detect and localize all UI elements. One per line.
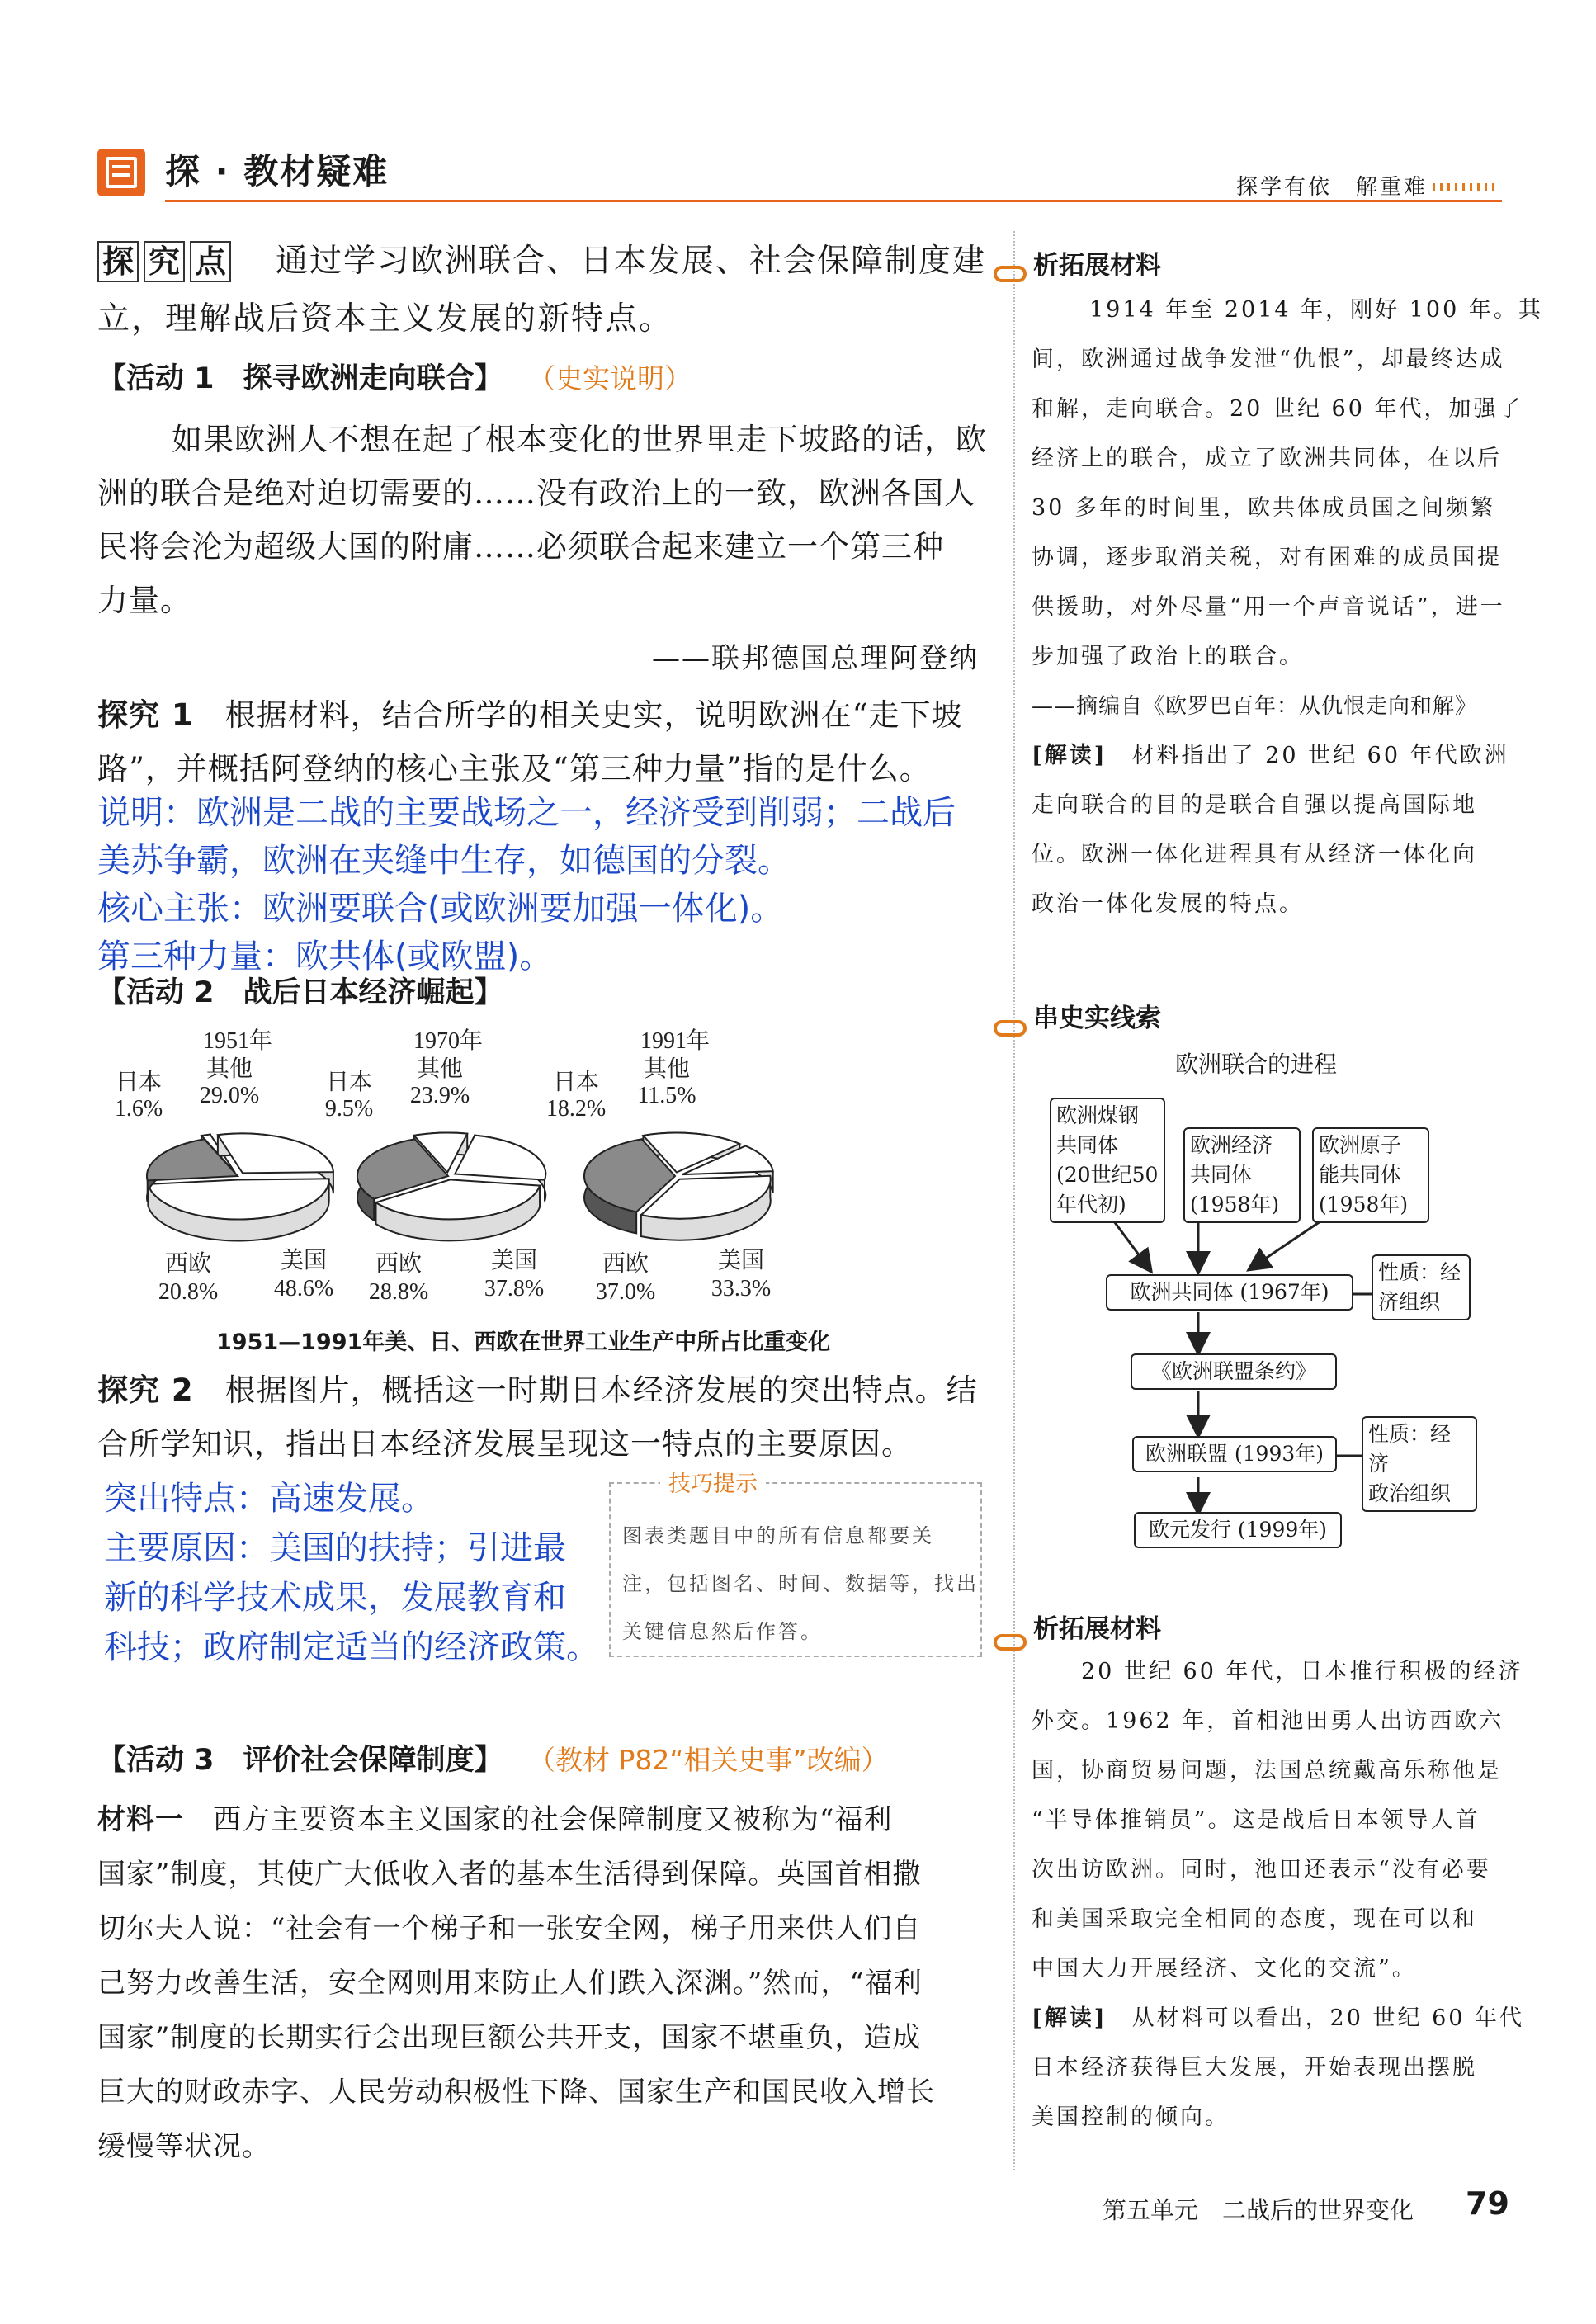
flow-node-text: 性质：经 xyxy=(1378,1260,1461,1284)
material-line: 国家”制度，其使广大低收入者的基本生活得到保障。英国首相撒 xyxy=(97,1858,922,1891)
pie-chart-2 xyxy=(584,1133,773,1240)
pie-label-value: 1.6% xyxy=(114,1096,163,1122)
sidebar-section1-title: 析拓展材料 xyxy=(1033,251,1161,281)
quote-line: 洲的联合是绝对迫切需要的……没有政治上的一致，欧洲各国人 xyxy=(97,475,975,511)
sidebar-line: 1914 年至 2014 年，刚好 100 年。其 xyxy=(1089,297,1543,323)
flow-node-text: 共同体 xyxy=(1190,1163,1253,1187)
sidebar-line: 外交。1962 年，首相池田勇人出访西欧六 xyxy=(1032,1708,1504,1734)
pie-label-value: 37.8% xyxy=(484,1276,545,1301)
activity2-title: 【活动 2 战后日本经济崛起】 xyxy=(97,976,503,1009)
pie-label-name: 其他 xyxy=(205,1056,253,1082)
pie-label-value: 28.8% xyxy=(368,1279,429,1305)
pie-label-name: 日本 xyxy=(115,1070,163,1095)
pie-year-label: 1970年 xyxy=(413,1028,484,1054)
tip-line: 图表类题目中的所有信息都要关 xyxy=(622,1524,934,1547)
sidebar-line: “半导体推销员”。这是战后日本领导人首 xyxy=(1032,1807,1480,1833)
sidebar-line: 20 世纪 60 年代，日本推行积极的经济 xyxy=(1081,1659,1523,1684)
link-icon xyxy=(994,1020,1027,1037)
flow-node-text: 济组织 xyxy=(1378,1290,1441,1314)
flow-node-text: 性质：经济 xyxy=(1368,1422,1452,1476)
activity1-quote xyxy=(97,413,997,627)
sidebar-line: 中国大力开展经济、文化的交流”。 xyxy=(1032,1956,1417,1982)
flow-node-text: 欧洲原子 xyxy=(1319,1133,1402,1157)
material-line: 西方主要资本主义国家的社会保障制度又被称为“福利 xyxy=(213,1803,893,1836)
flow-node-text: 欧洲煤钢 xyxy=(1056,1103,1140,1127)
pie-label-value: 18.2% xyxy=(545,1096,607,1122)
sidebar-line: 间，欧洲通过战争发泄“仇恨”，却最终达成 xyxy=(1032,347,1505,372)
quote-line: 力量。 xyxy=(97,583,191,618)
pie-chart-1 xyxy=(357,1133,545,1241)
flow-node-euro: 欧元发行 (1999年) xyxy=(1134,1512,1342,1548)
header-dots xyxy=(1433,183,1499,191)
flow-node-text: 年代初) xyxy=(1056,1193,1126,1216)
pie-label-name: 美国 xyxy=(280,1248,328,1273)
sidebar-section3-title: 析拓展材料 xyxy=(1033,1614,1161,1644)
note-line: 政治一体化发展的特点。 xyxy=(1032,891,1304,917)
flow-node-euratom xyxy=(1312,1127,1429,1223)
answer-line: 第三种力量：欧共体(或欧盟)。 xyxy=(97,938,553,975)
explore-point-text-line1: 通过学习欧洲联合、日本发展、社会保障制度建 xyxy=(276,243,987,280)
flow-node-eu-note xyxy=(1362,1416,1477,1512)
page-section-title: 探 · 教材疑难 xyxy=(165,151,390,191)
pie-label-name: 美国 xyxy=(717,1248,765,1273)
sidebar-line: 协调，逐步取消关税，对有困难的成员国提 xyxy=(1032,545,1502,570)
pie-slice-其他 xyxy=(455,1136,545,1180)
flow-node-ec-note xyxy=(1372,1254,1471,1320)
question-text: 路”，并概括阿登纳的核心主张及“第三种力量”指的是什么。 xyxy=(97,751,931,786)
sidebar-section2-title: 串史实线索 xyxy=(1033,1004,1161,1033)
column-divider xyxy=(1013,231,1015,2170)
pie-label-name: 其他 xyxy=(416,1056,464,1082)
sidebar-line: 30 多年的时间里，欧共体成员国之间频繁 xyxy=(1032,495,1495,521)
link-icon xyxy=(994,1634,1027,1651)
pie-label-name: 西欧 xyxy=(164,1251,212,1277)
chart-caption: 1951—1991年美、日、西欧在世界工业生产中所占比重变化 xyxy=(216,1330,831,1355)
explore-point-text-line2: 立，理解战后资本主义发展的新特点。 xyxy=(97,300,673,338)
question-text: 根据图片，概括这一时期日本经济发展的突出特点。结 xyxy=(224,1372,978,1408)
pie-label-name: 西欧 xyxy=(375,1251,423,1277)
flow-node-eu: 欧洲联盟 (1993年) xyxy=(1132,1436,1337,1472)
pie-label-name: 美国 xyxy=(490,1248,538,1273)
tip-title: 技巧提示 xyxy=(660,1466,766,1498)
material-line: 缓慢等状况。 xyxy=(97,2130,271,2163)
activity3-tag: （教材 P82“相关史事”改编） xyxy=(528,1744,889,1776)
note-line: 材料指出了 20 世纪 60 年代欧洲 xyxy=(1131,743,1509,768)
note-line: 走向联合的目的是联合自强以提高国际地 xyxy=(1032,792,1477,818)
activity1-question xyxy=(97,688,1005,796)
activity3-material xyxy=(97,1793,1005,2174)
pie-label-value: 48.6% xyxy=(273,1276,334,1301)
sidebar-line: 和美国采取完全相同的态度，现在可以和 xyxy=(1032,1906,1477,1932)
sidebar-line: 经济上的联合，成立了欧洲共同体，在以后 xyxy=(1032,446,1502,471)
pie-label-value: 33.3% xyxy=(711,1276,772,1301)
activity1-source: ——联邦德国总理阿登纳 xyxy=(652,642,979,675)
book-icon xyxy=(97,149,145,196)
pie-label-value: 23.9% xyxy=(409,1083,470,1108)
answer-line: 突出特点：高速发展。 xyxy=(104,1480,434,1518)
note-label: [解读] xyxy=(1032,2005,1107,2031)
page-number: 79 xyxy=(1466,2185,1509,2222)
activity1-answers xyxy=(97,789,1005,980)
answer-line: 新的科学技术成果，发展教育和 xyxy=(104,1579,566,1617)
pie-charts xyxy=(97,1023,1005,1320)
flow-node-text: (1958年) xyxy=(1319,1193,1409,1216)
flow-node-ec: 欧洲共同体 (1967年) xyxy=(1106,1274,1353,1311)
question-text: 根据材料，结合所学的相关史实，说明欧洲在“走下坡 xyxy=(224,697,963,733)
flow-node-text: (20世纪50 xyxy=(1056,1163,1159,1187)
material-label: 材料一 xyxy=(97,1803,184,1836)
material-line: 国家”制度的长期实行会出现巨额公共开支，国家不堪重负，造成 xyxy=(97,2021,922,2054)
tip-box xyxy=(609,1471,982,1657)
material-line: 己努力改善生活，安全网则用来防止人们跌入深渊。”然而，“福利 xyxy=(97,1967,923,2000)
flow-node-text: 欧洲经济 xyxy=(1190,1133,1273,1157)
pie-label-name: 日本 xyxy=(325,1070,373,1095)
note-line: 日本经济获得巨大发展，开始表现出摆脱 xyxy=(1032,2055,1477,2081)
answer-line: 科技；政府制定适当的经济政策。 xyxy=(104,1628,599,1666)
sidebar-source: ——摘编自《欧罗巴百年：从仇恨走向和解》 xyxy=(1032,694,1478,719)
note-line: 从材料可以看出，20 世纪 60 年代 xyxy=(1131,2005,1525,2031)
answer-line: 核心主张：欧洲要联合(或欧洲要加强一体化)。 xyxy=(97,890,784,928)
footer-unit: 第五单元 二战后的世界变化 xyxy=(1103,2196,1414,2224)
pie-label-name: 日本 xyxy=(552,1070,600,1095)
note-line: 美国控制的倾向。 xyxy=(1032,2104,1230,2130)
activity3-title: 【活动 3 评价社会保障制度】 xyxy=(97,1744,503,1777)
pie-label-value: 29.0% xyxy=(199,1083,260,1108)
note-line: 位。欧洲一体化进程具有从经济一体化向 xyxy=(1032,842,1477,867)
flow-node-ecsc xyxy=(1050,1098,1165,1223)
sidebar-line: 和解，走向联合。20 世纪 60 年代，加强了 xyxy=(1032,396,1523,422)
explore-point-label: 探 究 点 xyxy=(97,241,231,282)
note-label: [解读] xyxy=(1032,743,1107,768)
flow-node-text: (1958年) xyxy=(1190,1193,1280,1216)
pie-year-label: 1991年 xyxy=(640,1028,711,1054)
activity1-tag: （史实说明） xyxy=(528,362,692,394)
flow-node-eec xyxy=(1183,1127,1301,1223)
activity1-title: 【活动 1 探寻欧洲走向联合】 xyxy=(97,362,503,395)
pie-label-value: 9.5% xyxy=(324,1096,374,1122)
pie-label-value: 11.5% xyxy=(637,1083,696,1108)
sidebar-line: 步加强了政治上的联合。 xyxy=(1032,644,1304,669)
flow-node-text: 能共同体 xyxy=(1319,1163,1402,1187)
material-line: 切尔夫人说：“社会有一个梯子和一张安全网，梯子用来供人们自 xyxy=(97,1912,922,1945)
sidebar-line: 供援助，对外尽量“用一个声音说话”，进一 xyxy=(1032,594,1505,620)
sidebar-section3-body xyxy=(1032,1647,1525,2142)
question-label: 探究 2 xyxy=(97,1372,194,1408)
material-line: 巨大的财政赤字、人民劳动积极性下降、国家生产和国民收入增长 xyxy=(97,2076,935,2109)
sidebar-line: 国，协商贸易问题，法国总统戴高乐称他是 xyxy=(1032,1758,1502,1783)
question-text: 合所学知识，指出日本经济发展呈现这一特点的主要原因。 xyxy=(97,1426,913,1462)
flow-node-text: 政治组织 xyxy=(1368,1481,1452,1505)
quote-line: 如果欧洲人不想在起了根本变化的世界里走下坡路的话，欧 xyxy=(172,422,987,457)
sidebar-line: 次出访欧洲。同时，池田还表示“没有必要 xyxy=(1032,1857,1491,1882)
flow-title: 欧洲联合的进程 xyxy=(1175,1051,1338,1078)
pie-label-value: 37.0% xyxy=(595,1279,656,1305)
activity2-answers xyxy=(104,1474,616,1672)
link-icon xyxy=(994,266,1027,282)
answer-line: 美苏争霸，欧洲在夹缝中生存，如德国的分裂。 xyxy=(97,842,791,880)
activity2-question xyxy=(97,1363,1005,1471)
pie-label-name: 其他 xyxy=(643,1056,691,1082)
pie-label-name: 西欧 xyxy=(602,1251,649,1277)
pie-slice-其他 xyxy=(218,1133,333,1173)
tip-line: 关键信息然后作答。 xyxy=(622,1620,823,1643)
flow-node-treaty: 《欧洲联盟条约》 xyxy=(1131,1353,1337,1390)
quote-line: 民将会沦为超级大国的附庸……必须联合起来建立一个第三种 xyxy=(97,529,944,564)
sidebar-section1-body xyxy=(1032,286,1543,929)
header-right-text: 探学有依 解重难 xyxy=(1236,175,1428,200)
answer-line: 主要原因：美国的扶持；引进最 xyxy=(104,1529,566,1567)
flow-node-text: 共同体 xyxy=(1056,1133,1119,1157)
pie-year-label: 1951年 xyxy=(202,1028,273,1054)
pie-label-value: 20.8% xyxy=(158,1279,219,1305)
answer-line: 说明：欧洲是二战的主要战场之一，经济受到削弱；二战后 xyxy=(97,794,956,832)
header-bar xyxy=(97,147,1500,205)
tip-line: 注，包括图名、时间、数据等，找出 xyxy=(622,1572,979,1595)
pie-chart-0 xyxy=(147,1133,333,1240)
question-label: 探究 1 xyxy=(97,697,194,733)
